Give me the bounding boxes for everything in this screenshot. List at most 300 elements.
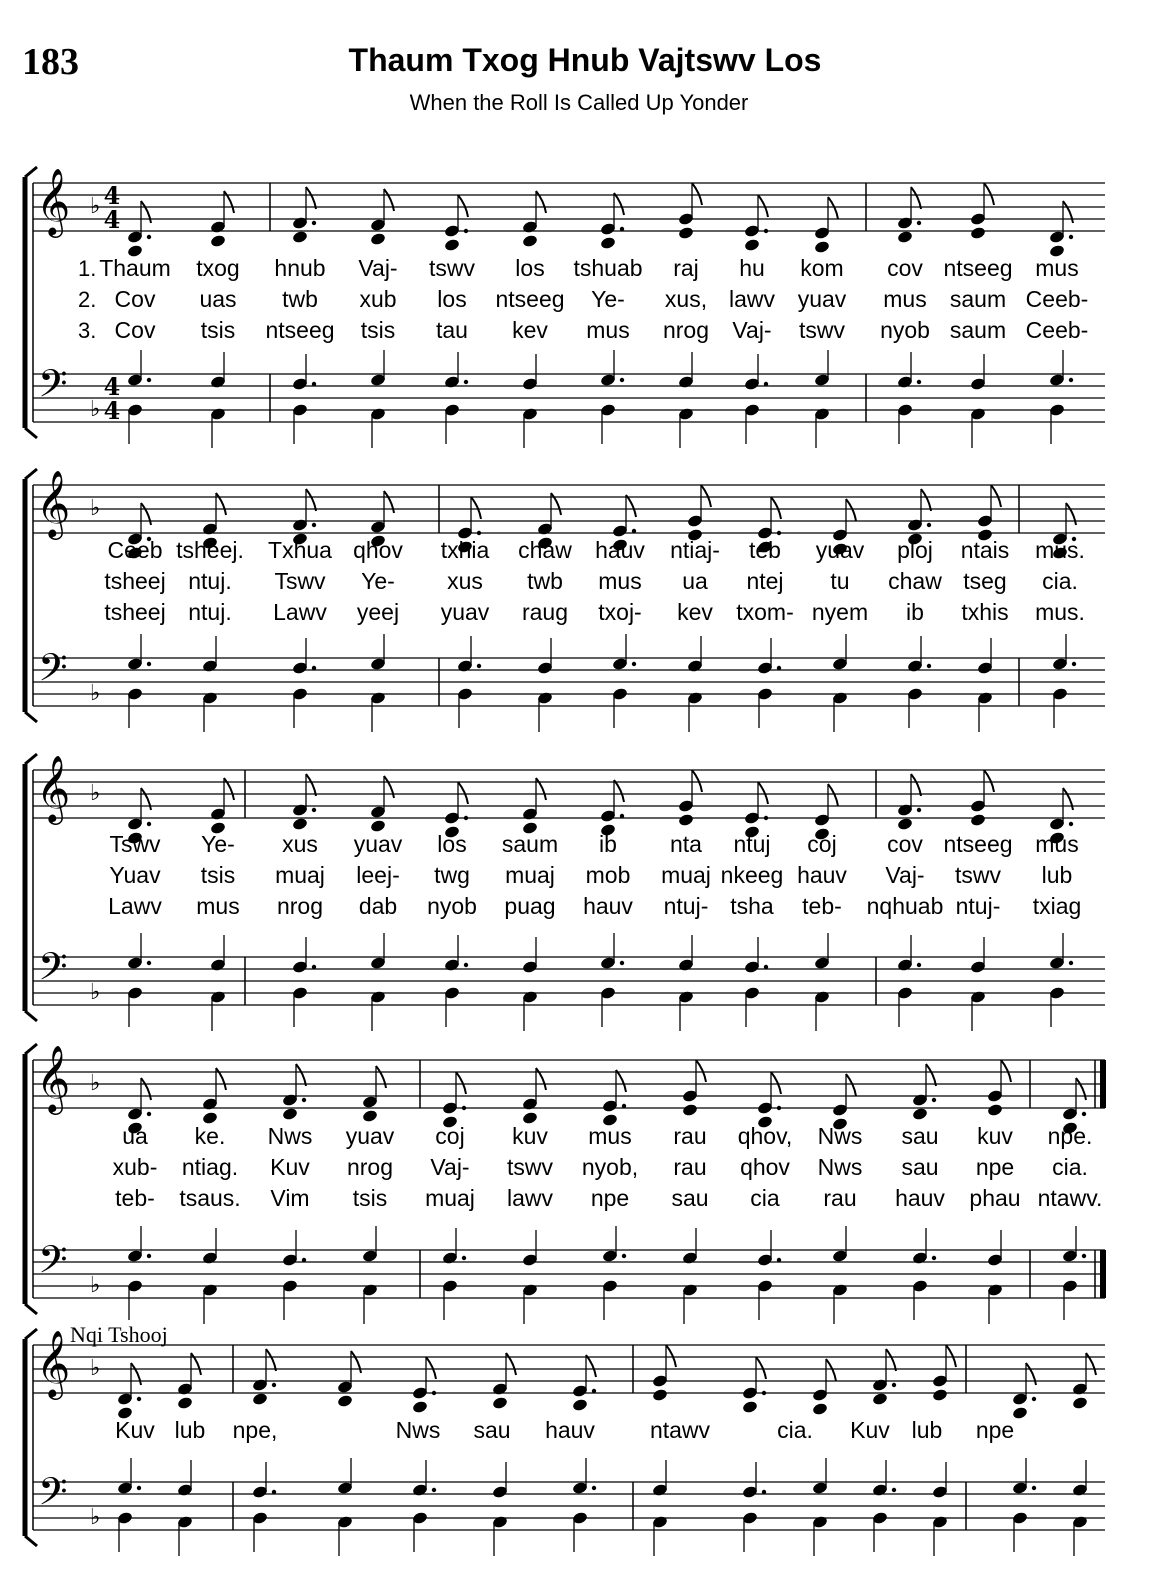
- lyric-syllable: hauv: [583, 893, 633, 919]
- dot: [1032, 1397, 1036, 1401]
- lyric-syllable: nyob,: [581, 1154, 639, 1180]
- lyric-syllable: yuav: [440, 599, 490, 625]
- lyric-syllable: ntseeg: [265, 317, 335, 343]
- treble-staff: [33, 770, 1105, 818]
- lyric-syllable: Lawv: [108, 893, 162, 919]
- lyric-syllable: cia.: [1042, 568, 1078, 594]
- dot: [592, 1389, 596, 1393]
- system-bracket-bottom: [25, 428, 37, 438]
- note-flag: [506, 1353, 516, 1375]
- lyric-syllable: hauv: [895, 1185, 945, 1211]
- lyric-syllable: teb: [749, 537, 781, 563]
- treble-notehead: [744, 238, 761, 252]
- note-flag: [701, 485, 711, 507]
- lyric-syllable: txoj-: [598, 599, 642, 625]
- lyric-syllable: muaj: [275, 862, 325, 888]
- note-flag: [984, 183, 994, 205]
- dot: [927, 664, 931, 668]
- lyric-syllable: yuav: [815, 537, 865, 563]
- note-column: [572, 1355, 596, 1552]
- dot: [762, 1490, 766, 1494]
- treble-clef: 𝄞: [36, 1044, 71, 1112]
- lyric-syllable: coj: [435, 1123, 465, 1149]
- treble-notehead: [370, 232, 387, 246]
- dot: [477, 664, 481, 668]
- lyric-syllable: mus: [196, 893, 240, 919]
- note-flag: [224, 191, 234, 213]
- lyric-syllable: tu: [830, 568, 850, 594]
- lyric-syllable: tswv: [507, 1154, 553, 1180]
- lyric-syllable: Vaj-: [732, 317, 772, 343]
- lyric-syllable: twb: [282, 286, 318, 312]
- lyric-syllable: hauv: [545, 1417, 595, 1443]
- lyric-syllable: ntuj.: [188, 599, 232, 625]
- note-flag: [141, 1078, 151, 1100]
- note-flag: [384, 189, 394, 211]
- lyric-syllable: Ye-: [591, 286, 625, 312]
- dot: [147, 961, 151, 965]
- dot: [147, 378, 151, 382]
- dot: [462, 1256, 466, 1260]
- lyric-syllable: Nws: [395, 1417, 441, 1443]
- treble-notehead: [362, 1109, 379, 1123]
- key-signature-flat: ♭: [90, 1273, 101, 1298]
- lyric-syllable: tsheej: [104, 568, 166, 594]
- lyric-syllable: Vaj-: [885, 862, 925, 888]
- note-flag: [886, 1349, 896, 1371]
- lyric-syllable: ntuj-: [955, 893, 1001, 919]
- treble-clef: 𝄞: [36, 754, 71, 822]
- lyric-syllable: xus,: [664, 286, 708, 312]
- treble-notehead: [682, 1103, 699, 1117]
- lyric-syllable: lub: [1041, 862, 1073, 888]
- treble-notehead: [282, 1107, 299, 1121]
- note-flag: [1026, 1363, 1036, 1385]
- key-signature-flat: ♭: [90, 496, 101, 521]
- lyric-syllable: Ceeb: [107, 537, 163, 563]
- treble-notehead: [970, 226, 987, 240]
- lyric-syllable: Txhua: [268, 537, 332, 563]
- bass-staff: [33, 1250, 1105, 1298]
- note-flag: [846, 1074, 856, 1096]
- lyric-syllable: xub: [359, 286, 397, 312]
- lyric-syllable: sau: [901, 1154, 939, 1180]
- lyric-syllable: phau: [969, 1185, 1021, 1211]
- lyric-syllable: ke.: [194, 1123, 226, 1149]
- bass-clef: 𝄢: [38, 361, 68, 415]
- treble-notehead: [444, 238, 461, 252]
- note-flag: [306, 187, 316, 209]
- time-signature-top: 4: [103, 181, 121, 210]
- dot: [302, 1258, 306, 1262]
- dot: [464, 380, 468, 384]
- bass-staff: [33, 658, 1105, 706]
- refrain-marking: Nqi Tshooj: [70, 1322, 168, 1347]
- treble-notehead: [678, 813, 695, 827]
- lyric-syllable: yeej: [356, 599, 400, 625]
- lyric-syllable: hauv: [595, 537, 645, 563]
- lyric-syllable: sau: [901, 1123, 939, 1149]
- lyric-syllable: kuv: [977, 1123, 1013, 1149]
- lyric-syllable: kev: [512, 317, 548, 343]
- dot: [892, 1488, 896, 1492]
- dot: [932, 1098, 936, 1102]
- dot: [764, 965, 768, 969]
- lyric-syllable: Cov: [114, 317, 156, 343]
- key-signature-flat: ♭: [90, 397, 101, 422]
- lyric-syllable: Ye-: [361, 568, 395, 594]
- note-flag: [826, 1359, 836, 1381]
- lyric-syllable: yuav: [353, 831, 403, 857]
- key-signature-flat: ♭: [90, 681, 101, 706]
- lyric-syllable: mus.: [1035, 537, 1085, 563]
- note-flag: [216, 493, 226, 515]
- lyric-syllable: puag: [504, 893, 556, 919]
- lyric-syllable: xus: [447, 568, 483, 594]
- note-flag: [1001, 1060, 1011, 1082]
- lyric-syllable: qhov,: [737, 1123, 793, 1149]
- lyric-syllable: ploj: [897, 537, 933, 563]
- treble-notehead: [292, 817, 309, 831]
- dot: [147, 1112, 151, 1116]
- note-flag: [1063, 788, 1073, 810]
- lyric-syllable: hnub: [274, 255, 326, 281]
- lyric-syllable: qhov: [353, 537, 403, 563]
- note-flag: [131, 1363, 141, 1385]
- lyric-syllable: ntseeg: [495, 286, 565, 312]
- dot: [622, 1254, 626, 1258]
- treble-notehead: [742, 1400, 759, 1414]
- treble-notehead: [177, 1396, 194, 1410]
- note-column: [492, 1353, 516, 1556]
- treble-notehead: [252, 1392, 269, 1406]
- treble-notehead: [210, 234, 227, 248]
- lyric-syllable: nyem: [811, 599, 869, 625]
- treble-notehead: [572, 1398, 589, 1412]
- treble-notehead: [337, 1394, 354, 1408]
- dot: [432, 1391, 436, 1395]
- lyric-syllable: leej-: [356, 862, 400, 888]
- dot: [1082, 1254, 1086, 1258]
- note-column: [932, 1345, 956, 1556]
- note-column: [292, 187, 316, 444]
- note-column: [678, 183, 702, 448]
- dot: [272, 1490, 276, 1494]
- note-flag: [828, 784, 838, 806]
- lyric-syllable: lub: [174, 1417, 206, 1443]
- lyric-syllable: lawv: [728, 286, 776, 312]
- dot: [302, 1098, 306, 1102]
- lyric-syllable: coj: [807, 831, 837, 857]
- lyric-syllable: teb-: [115, 1185, 155, 1211]
- hymn-number: 183: [22, 41, 79, 83]
- lyric-syllable: Vaj-: [358, 255, 398, 281]
- treble-staff: [33, 485, 1105, 533]
- lyric-syllable: mus: [883, 286, 927, 312]
- lyric-syllable: tsis: [352, 1185, 388, 1211]
- lyric-syllable: lawv: [506, 1185, 554, 1211]
- bass-staff: [33, 374, 1105, 422]
- lyric-syllable: twg: [434, 862, 470, 888]
- lyric-syllable: twb: [527, 568, 563, 594]
- lyric-syllable: ntuj-: [663, 893, 709, 919]
- dot: [620, 961, 624, 965]
- note-flag: [551, 493, 561, 515]
- dot: [312, 666, 316, 670]
- system-bracket-bottom: [25, 1011, 37, 1021]
- bass-clef: 𝄢: [38, 645, 68, 699]
- lyric-syllable: txhis: [961, 599, 1009, 625]
- lyric-syllable: txiag: [1032, 893, 1082, 919]
- lyric-syllable: Lawv: [273, 599, 327, 625]
- lyric-syllable: ntuj: [733, 831, 771, 857]
- dot: [147, 1254, 151, 1258]
- treble-notehead: [412, 1400, 429, 1414]
- note-flag: [376, 1066, 386, 1088]
- treble-notehead: [678, 226, 695, 240]
- lyric-syllable: nrog: [276, 893, 324, 919]
- key-signature-flat: ♭: [90, 1505, 101, 1530]
- lyric-syllable: saum: [949, 317, 1007, 343]
- time-signature-bottom: 4: [103, 396, 121, 425]
- lyric-syllable: mob: [585, 862, 631, 888]
- lyric-syllable: los: [437, 286, 467, 312]
- lyric-syllable: tswv: [429, 255, 475, 281]
- note-flag: [771, 497, 781, 519]
- dot: [1072, 662, 1076, 666]
- lyric-syllable: ntiag.: [181, 1154, 239, 1180]
- lyric-syllable: tsis: [360, 317, 396, 343]
- dot: [312, 523, 316, 527]
- treble-notehead: [872, 1392, 889, 1406]
- dot: [932, 1256, 936, 1260]
- dot: [592, 1486, 596, 1490]
- note-column: [970, 183, 994, 448]
- dot: [1069, 378, 1073, 382]
- lyric-syllable: Thaum: [99, 255, 171, 281]
- lyric-syllable: Ceeb-: [1025, 317, 1089, 343]
- time-signature-top: 4: [103, 372, 121, 401]
- lyric-syllable: Ye-: [201, 831, 235, 857]
- dot: [137, 1397, 141, 1401]
- note-column: [177, 1353, 201, 1556]
- lyric-syllable: Yuav: [109, 862, 161, 888]
- system-bracket-bottom: [25, 1536, 37, 1546]
- lyric-syllable: ib: [906, 599, 924, 625]
- lyric-syllable: nqhuab: [866, 893, 944, 919]
- note-flag: [771, 1072, 781, 1094]
- dot: [147, 235, 151, 239]
- lyric-syllable: Tswv: [109, 831, 161, 857]
- lyric-syllable: tsheej.: [176, 537, 244, 563]
- lyric-syllable: lub: [911, 1417, 943, 1443]
- lyric-syllable: npe.: [1047, 1123, 1093, 1149]
- lyric-syllable: mus.: [1035, 599, 1085, 625]
- lyric-syllable: tsheej: [104, 599, 166, 625]
- dot: [464, 963, 468, 967]
- lyric-syllable: kom: [800, 255, 844, 281]
- treble-notehead: [970, 813, 987, 827]
- lyric-syllable: ntais: [960, 537, 1010, 563]
- lyric-syllable: tsis: [200, 862, 236, 888]
- dot: [147, 822, 151, 826]
- key-signature-flat: ♭: [90, 980, 101, 1005]
- lyric-syllable: Kuv: [270, 1154, 310, 1180]
- treble-notehead: [932, 1388, 949, 1402]
- treble-notehead: [492, 1396, 509, 1410]
- dot: [464, 816, 468, 820]
- lyric-syllable: cia.: [777, 1417, 813, 1443]
- lyric-syllable: Nws: [817, 1123, 863, 1149]
- dot: [892, 1383, 896, 1387]
- lyric-syllable: txog: [196, 255, 240, 281]
- note-flag: [266, 1349, 276, 1371]
- verse-number: 3.: [78, 318, 97, 343]
- dot: [927, 523, 931, 527]
- lyric-syllable: kev: [677, 599, 713, 625]
- lyric-syllable: los: [515, 255, 545, 281]
- note-flag: [911, 774, 921, 796]
- treble-notehead: [897, 230, 914, 244]
- hymn-subtitle: When the Roll Is Called Up Yonder: [409, 90, 749, 115]
- note-flag: [946, 1345, 956, 1367]
- lyric-syllable: yuav: [797, 286, 847, 312]
- note-flag: [1076, 1078, 1086, 1100]
- dot: [762, 1391, 766, 1395]
- note-flag: [141, 503, 151, 525]
- lyric-syllable: chaw: [518, 537, 572, 563]
- note-column: [652, 1345, 676, 1556]
- lyric-syllable: rau: [673, 1154, 707, 1180]
- note-flag: [828, 197, 838, 219]
- key-signature-flat: ♭: [90, 194, 101, 219]
- dot: [917, 380, 921, 384]
- treble-notehead: [522, 234, 539, 248]
- note-flag: [536, 778, 546, 800]
- note-flag: [306, 774, 316, 796]
- treble-staff: [33, 1060, 1105, 1108]
- dot: [312, 965, 316, 969]
- dot: [764, 816, 768, 820]
- note-flag: [536, 191, 546, 213]
- time-signature-bottom: 4: [103, 205, 121, 234]
- note-flag: [1086, 1353, 1096, 1375]
- dot: [917, 221, 921, 225]
- lyric-syllable: tsha: [730, 893, 774, 919]
- lyric-syllable: sau: [671, 1185, 709, 1211]
- note-flag: [758, 195, 768, 217]
- lyric-syllable: tsis: [200, 317, 236, 343]
- note-flag: [471, 497, 481, 519]
- dot: [272, 1383, 276, 1387]
- treble-notehead: [600, 236, 617, 250]
- treble-notehead: [897, 817, 914, 831]
- key-signature-flat: ♭: [90, 781, 101, 806]
- lyric-syllable: Nws: [817, 1154, 863, 1180]
- lyric-syllable: xub-: [112, 1154, 158, 1180]
- lyric-syllable: saum: [949, 286, 1007, 312]
- lyric-syllable: npe: [590, 1185, 630, 1211]
- dot: [312, 382, 316, 386]
- dot: [764, 382, 768, 386]
- lyric-syllable: ntseeg: [943, 831, 1013, 857]
- lyric-syllable: rau: [673, 1123, 707, 1149]
- lyric-syllable: mus: [1035, 255, 1079, 281]
- lyric-syllable: ua: [682, 568, 708, 594]
- lyric-syllable: xus: [282, 831, 318, 857]
- lyric-syllable: Vaj-: [430, 1154, 470, 1180]
- note-flag: [141, 201, 151, 223]
- lyric-syllable: Kuv: [115, 1417, 155, 1443]
- verse-number: 2.: [78, 287, 97, 312]
- treble-notehead: [814, 240, 831, 254]
- note-flag: [458, 782, 468, 804]
- treble-notehead: [987, 1103, 1004, 1117]
- system-1: [25, 167, 1105, 448]
- lyric-syllable: tau: [436, 317, 468, 343]
- lyric-syllable: mus: [1035, 831, 1079, 857]
- treble-notehead: [652, 1388, 669, 1402]
- note-column: [412, 1357, 436, 1552]
- lyric-syllable: cov: [887, 831, 923, 857]
- lyric-syllable: teb-: [802, 893, 842, 919]
- dot: [777, 1106, 781, 1110]
- treble-notehead: [812, 1402, 829, 1416]
- note-flag: [666, 1345, 676, 1367]
- lyric-syllable: ntiaj-: [670, 537, 720, 563]
- lyric-syllable: ua: [122, 1123, 148, 1149]
- treble-clef: 𝄞: [36, 167, 71, 235]
- system-bracket-bottom: [25, 712, 37, 722]
- lyric-syllable: ntej: [746, 568, 784, 594]
- note-flag: [614, 780, 624, 802]
- note-flag: [756, 1357, 766, 1379]
- lyric-syllable: raug: [521, 599, 569, 625]
- lyric-syllable: nyob: [427, 893, 477, 919]
- treble-clef: 𝄞: [36, 1329, 71, 1397]
- note-flag: [224, 778, 234, 800]
- dot: [632, 529, 636, 533]
- lyric-syllable: tswv: [799, 317, 845, 343]
- lyric-syllable: muaj: [505, 862, 555, 888]
- note-flag: [1063, 201, 1073, 223]
- treble-staff: [33, 183, 1105, 231]
- lyric-syllable: mus: [588, 1123, 632, 1149]
- lyric-syllable: saum: [501, 831, 559, 857]
- lyric-syllable: sau: [473, 1417, 511, 1443]
- note-flag: [456, 1072, 466, 1094]
- lyric-syllable: muaj: [661, 862, 711, 888]
- treble-notehead: [1072, 1396, 1089, 1410]
- lyric-syllable: nkeeg: [720, 862, 784, 888]
- lyric-syllable: qhov: [740, 1154, 790, 1180]
- note-flag: [692, 183, 702, 205]
- note-flag: [586, 1355, 596, 1377]
- note-flag: [384, 776, 394, 798]
- lyric-syllable: nyob: [880, 317, 930, 343]
- lyric-syllable: mus: [598, 568, 642, 594]
- lyric-syllable: muaj: [425, 1185, 475, 1211]
- key-signature-flat: ♭: [90, 1071, 101, 1096]
- note-flag: [991, 485, 1001, 507]
- dot: [777, 666, 781, 670]
- hymn-title: Thaum Txog Hnub Vajtswv Los: [348, 42, 822, 78]
- lyric-syllable: ntawv.: [1037, 1185, 1103, 1211]
- treble-notehead: [912, 1107, 929, 1121]
- lyric-syllable: Tswv: [274, 568, 326, 594]
- dot: [777, 1258, 781, 1262]
- lyric-syllable: mus: [586, 317, 630, 343]
